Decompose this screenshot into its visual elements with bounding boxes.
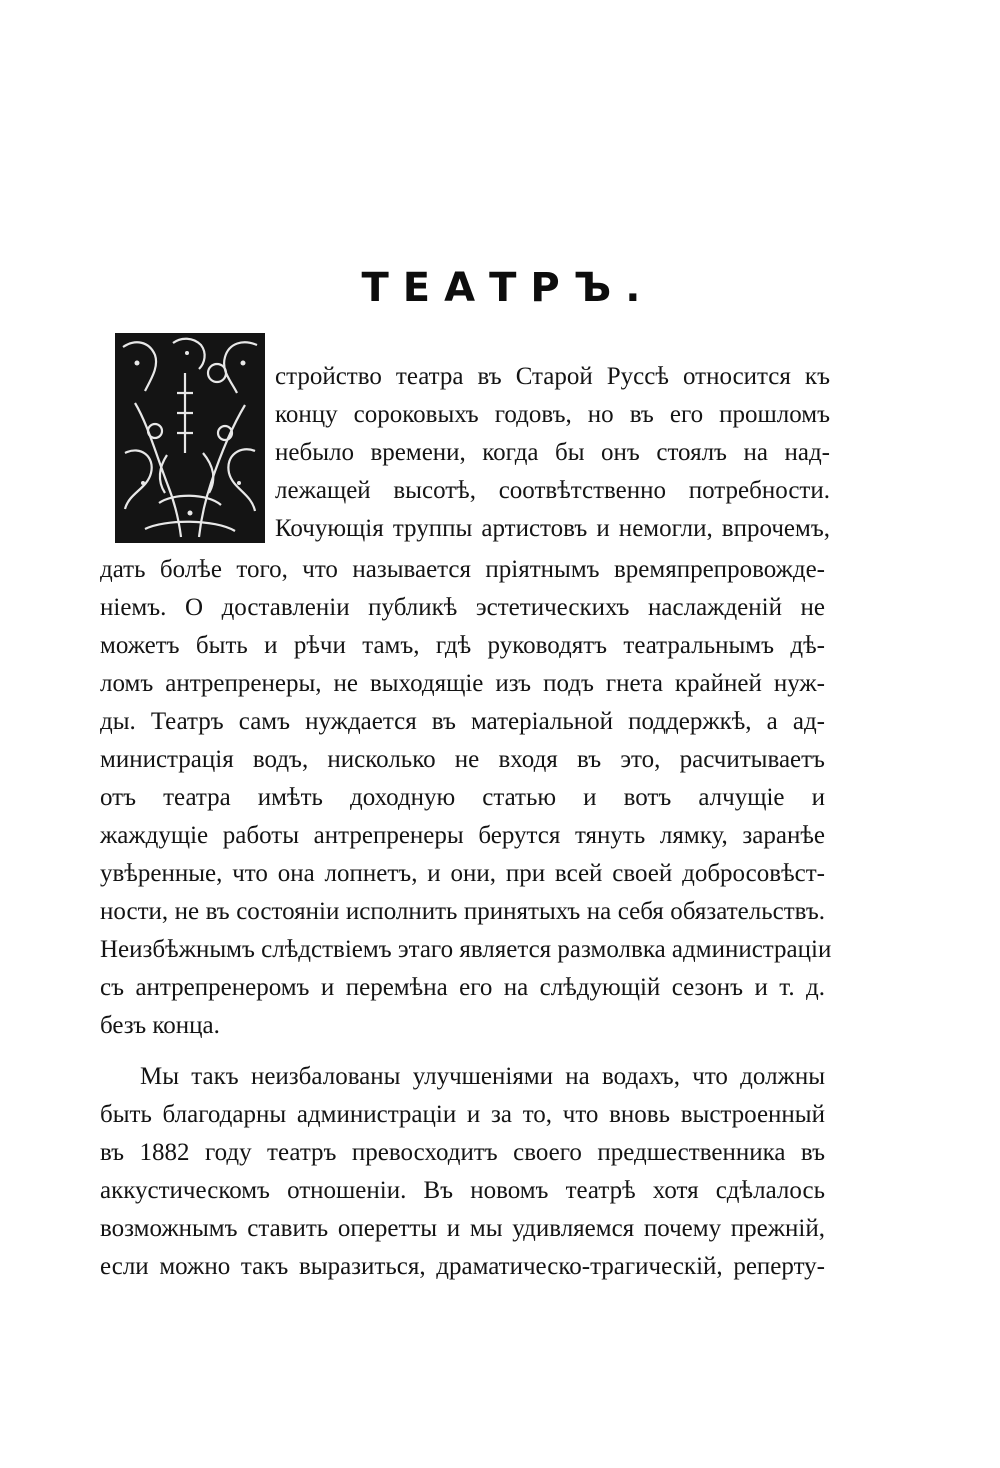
paragraph-2-line: аккустическомъ отношеніи. Въ новомъ театрѣ хотя сдѣлалось [100,1177,825,1204]
paragraph-1-line: небыло времени, когда бы онъ стоялъ на над- [275,439,830,466]
paragraph-2-line: быть благодарны администраціи и за то, что вновь выстроенный [100,1101,825,1128]
paragraph-1-line: безъ конца. [100,1012,220,1039]
paragraph-2-line: Мы такъ неизбалованы улучшеніями на водахъ, что должны [140,1063,825,1090]
paragraph-2-line: въ 1882 году театръ превосходитъ своего предшественника въ [100,1139,825,1166]
paragraph-1-line: Неизбѣжнымъ слѣдствіемъ этаго является размолвка администраціи [100,936,832,963]
paragraph-1-line: Кочующія труппы артистовъ и немогли, впрочемъ, [275,515,830,542]
paragraph-2-line: если можно такъ выразиться, драматическо-трагическій, реперту- [100,1253,825,1280]
paragraph-1-line: ломъ антрепренеры, не выходящіе изъ подъ гнета крайней нуж- [100,670,825,697]
paragraph-1-line: дать болѣе того, что называется пріятнымъ времяпрепровожде- [100,556,825,583]
paragraph-1-line: жаждущіе работы антрепренеры берутся тянуть лямку, заранѣе [100,822,825,849]
paragraph-1-line: лежащей высотѣ, соотвѣтственно потребности. [275,477,830,504]
paragraph-2-line: возможнымъ ставить оперетты и мы удивляемся почему прежній, [100,1215,825,1242]
paragraph-1-line: увѣренные, что она лопнетъ, и они, при всей своей добросовѣст- [100,860,825,887]
paragraph-1-line: ніемъ. О доставленіи публикѣ эстетическихъ наслажденій не [100,594,825,621]
paragraph-1-line: стройство театра въ Старой Руссѣ относится къ [275,363,830,390]
page-title: ТЕАТРЪ. [361,265,655,311]
paragraph-1-line: концу сороковыхъ годовъ, но въ его прошломъ [275,401,830,428]
paragraph-1-line: отъ театра имѣть доходную статью и вотъ алчущіе и [100,784,825,811]
paragraph-1-line: ды. Театръ самъ нуждается въ матеріальной поддержкѣ, а ад- [100,708,825,735]
paragraph-1-line: министрація водъ, нисколько не входя въ это, расчитываетъ [100,746,825,773]
paragraph-1-line: съ антрепренеромъ и перемѣна его на слѣдующій сезонъ и т. д. [100,974,825,1001]
decorated-initial-image [115,333,265,543]
paragraph-1-line: ности, не въ состояніи исполнить принятыхъ на себя обязательствъ. [100,898,825,925]
paragraph-1-line: можетъ быть и рѣчи тамъ, гдѣ руководятъ театральнымъ дѣ- [100,632,825,659]
